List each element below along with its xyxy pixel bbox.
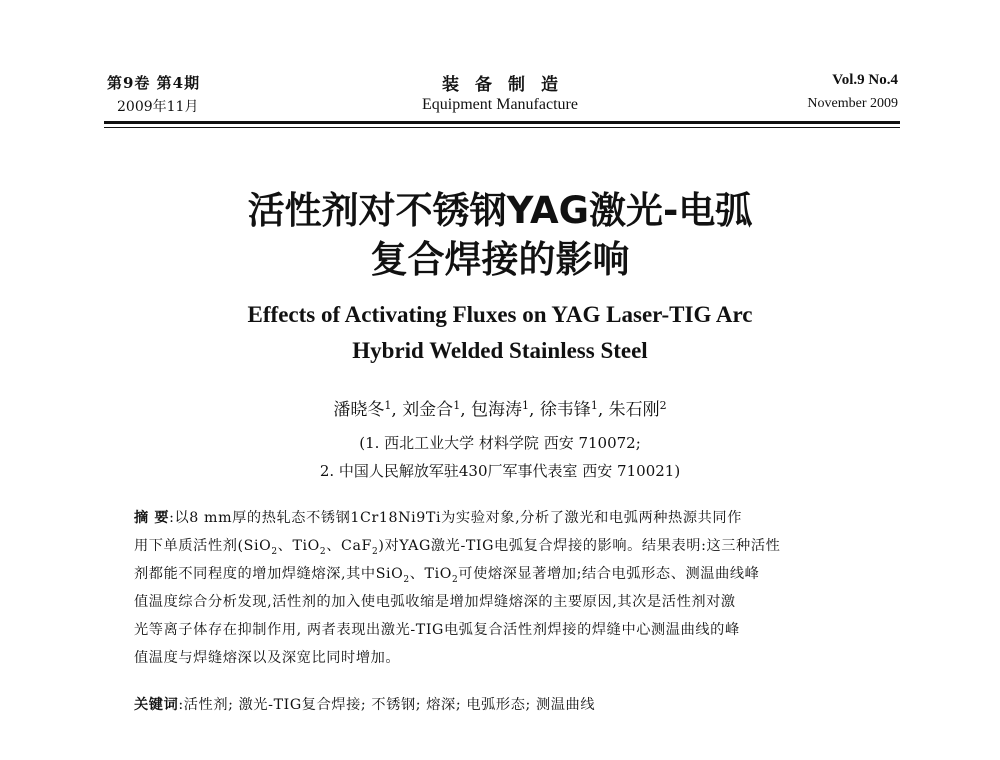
abstract-text: 用下单质活性剂(SiO — [134, 538, 272, 554]
header-rule-thin — [104, 127, 900, 128]
subscript: 2 — [319, 546, 327, 557]
abstract-text: )对YAG激光-TIG电弧复合焊接的影响。结果表明:这三种活性 — [378, 538, 781, 554]
abstract-line-5: 光等离子体存在抑制作用, 两者表现出激光-TIG电弧复合活性剂焊接的焊缝中心测温曲线的峰 — [134, 622, 740, 638]
header-rule-thick — [104, 121, 900, 124]
author-affiliation-mark: 1 — [522, 399, 529, 412]
title-cn-line-2: 复合焊接的影响 — [370, 238, 630, 281]
journal-name-en: Equipment Manufacture — [422, 96, 578, 113]
author-name: 潘晓冬 — [333, 400, 385, 420]
subscript: 2 — [371, 546, 379, 557]
subscript: 2 — [451, 574, 459, 585]
author-name: 徐韦锋 — [539, 400, 591, 420]
subscript: 2 — [271, 546, 278, 557]
author-name: 包海涛 — [471, 400, 522, 420]
journal-name-cn: 装备制造 — [442, 75, 574, 95]
author-name: 朱石刚 — [608, 400, 660, 420]
author-name: 刘金合 — [402, 400, 454, 420]
keywords-line — [134, 694, 595, 714]
subscript: 2 — [403, 574, 410, 585]
author-affiliation-mark: 1 — [590, 399, 598, 412]
abstract-text: 、TiO — [409, 566, 452, 582]
issue-volume-en: Vol.9 No.4 — [832, 72, 898, 88]
title-cn-line-1: 活性剂对不锈钢YAG激光-电弧 — [247, 189, 753, 232]
abstract-text: 、CaF — [326, 538, 372, 554]
keywords-label: 关键词 — [134, 697, 179, 713]
abstract-line-3 — [134, 564, 876, 590]
issue-volume-cn: 第9卷 第4期 — [107, 74, 201, 92]
abstract-line-1 — [134, 508, 876, 528]
abstract-text: 、TiO — [277, 538, 320, 554]
keywords-text: :活性剂; 激光-TIG复合焊接; 不锈钢; 熔深; 电弧形态; 测温曲线 — [178, 697, 596, 713]
author-affiliation-mark: 1 — [453, 399, 461, 412]
title-en-line-2: Hybrid Welded Stainless Steel — [352, 338, 648, 363]
abstract-text: 剂都能不同程度的增加焊缝熔深,其中SiO — [134, 566, 404, 582]
abstract-line-2 — [134, 536, 876, 562]
author-list: 潘晓冬$^1$, 刘金合$^1$, 包海涛$^1$, 徐韦锋$^1$, 朱石刚$^2$ — [333, 399, 667, 420]
author-affiliation-mark: 2 — [659, 399, 667, 412]
abstract-line-4: 值温度综合分析发现,活性剂的加入使电弧收缩是增加焊缝熔深的主要原因,其次是活性剂对激 — [134, 594, 736, 610]
title-en-line-1: Effects of Activating Fluxes on YAG Laser-TIG Arc — [247, 302, 753, 327]
abstract-text: 可使熔深显著增加;结合电弧形态、测温曲线峰 — [458, 566, 760, 582]
affiliation-1: (1. 西北工业大学 材料学院 西安 710072; — [359, 434, 641, 452]
author-affiliation-mark: 1 — [384, 399, 392, 412]
issue-date-en: November 2009 — [807, 96, 898, 111]
abstract-text: :以8 mm厚的热轧态不锈钢1Cr18Ni9Ti为实验对象,分析了激光和电弧两种热源共同作 — [169, 510, 742, 526]
affiliation-2: 2. 中国人民解放军驻430厂军事代表室 西安 710021) — [319, 462, 681, 480]
issue-date-cn: 2009年11月 — [117, 99, 199, 115]
abstract-line-6: 值温度与焊缝熔深以及深宽比同时增加。 — [134, 650, 401, 666]
abstract-label: 摘 要 — [134, 510, 170, 526]
